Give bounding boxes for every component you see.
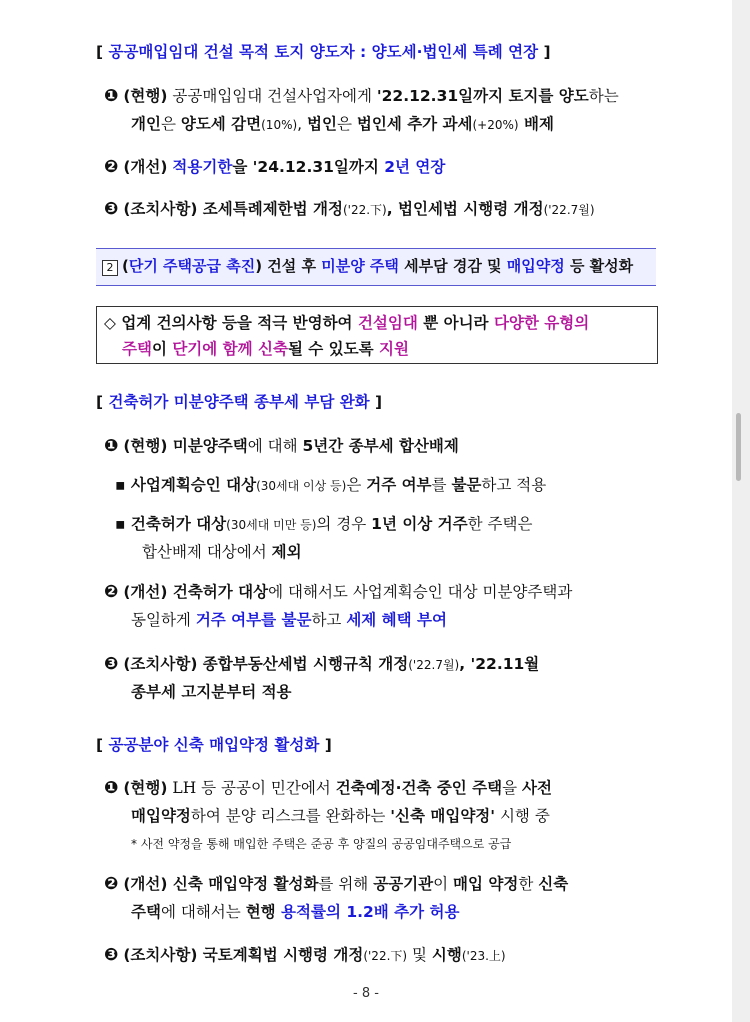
- summary-line2: 주택이 단기에 함께 신축될 수 있도록 지원: [122, 340, 409, 358]
- sec4-item3: ❸ (조치사항) 국토계획법 시행령 개정('22.下) 및 시행('23.上): [104, 945, 506, 965]
- section-header-1: [ 공공매입임대 건설 목적 토지 양도자 : 양도세·법인세 특례 연장 ]: [96, 43, 551, 61]
- scrollbar-thumb[interactable]: [736, 413, 741, 481]
- section-number-box: 2: [102, 260, 118, 276]
- sec4-item2-line1: ❷ (개선) 신축 매입약정 활성화를 위해 공공기관이 매입 약정한 신축: [104, 874, 569, 894]
- sec3-item2-line1: ❷ (개선) 건축허가 대상에 대해서도 사업계획승인 대상 미분양주택과: [104, 582, 573, 602]
- sec1-item2: ❷ (개선) 적용기한을 '24.12.31일까지 2년 연장: [104, 157, 446, 177]
- sec3-item3-line2: 종부세 고지분부터 적용: [131, 683, 292, 701]
- sec3-item2-line2: 동일하게 거주 여부를 불문하고 세제 혜택 부여: [131, 611, 447, 629]
- section-header-3: [ 건축허가 미분양주택 종부세 부담 완화 ]: [96, 393, 383, 411]
- sec3-sub2-line2: 합산배제 대상에서 제외: [142, 543, 302, 561]
- sec4-item1-line1: ❶ (현행) LH 등 공공이 민간에서 건축예정·건축 중인 주택을 사전: [104, 778, 552, 798]
- section-2-title: 2 (단기 주택공급 촉진) 건설 후 미분양 주택 세부담 경감 및 매입약정 등 활성화: [102, 254, 633, 278]
- section-header-4: [ 공공분야 신축 매입약정 활성화 ]: [96, 736, 332, 754]
- sec4-item2-line2: 주택에 대해서는 현행 용적률의 1.2배 추가 허용: [131, 903, 460, 921]
- sec4-item1-line2: 매입약정하여 분양 리스크를 완화하는 '신축 매입약정' 시행 중: [131, 807, 550, 825]
- sec3-item1: ❶ (현행) 미분양주택에 대해 5년간 종부세 합산배제: [104, 436, 459, 456]
- page-number: - 8 -: [353, 986, 379, 1001]
- sec3-item3-line1: ❸ (조치사항) 종합부동산세법 시행규칙 개정('22.7월), '22.11월: [104, 654, 540, 674]
- sec1-item3: ❸ (조치사항) 조세특례제한법 개정('22.下), 법인세법 시행령 개정('22.7월): [104, 199, 595, 219]
- sec1-item1-line2: 개인은 양도세 감면(10%), 법인은 법인세 추가 과세(+20%) 배제: [131, 115, 554, 133]
- sec3-sub1: ▪ 사업계획승인 대상(30세대 이상 등)은 거주 여부를 불문하고 적용: [115, 476, 547, 494]
- sec3-sub2-line1: ▪ 건축허가 대상(30세대 미만 등)의 경우 1년 이상 거주한 주택은: [115, 515, 533, 533]
- sec1-item1-line1: ❶ (현행) 공공매입임대 건설사업자에게 '22.12.31일까지 토지를 양도하는: [104, 86, 619, 106]
- summary-line1: ◇ 업계 건의사항 등을 적극 반영하여 건설임대 뿐 아니라 다양한 유형의: [104, 314, 590, 332]
- sec4-note: * 사전 약정을 통해 매입한 주택은 준공 후 양질의 공공임대주택으로 공급: [131, 837, 512, 851]
- diamond-icon: ◇: [104, 314, 116, 332]
